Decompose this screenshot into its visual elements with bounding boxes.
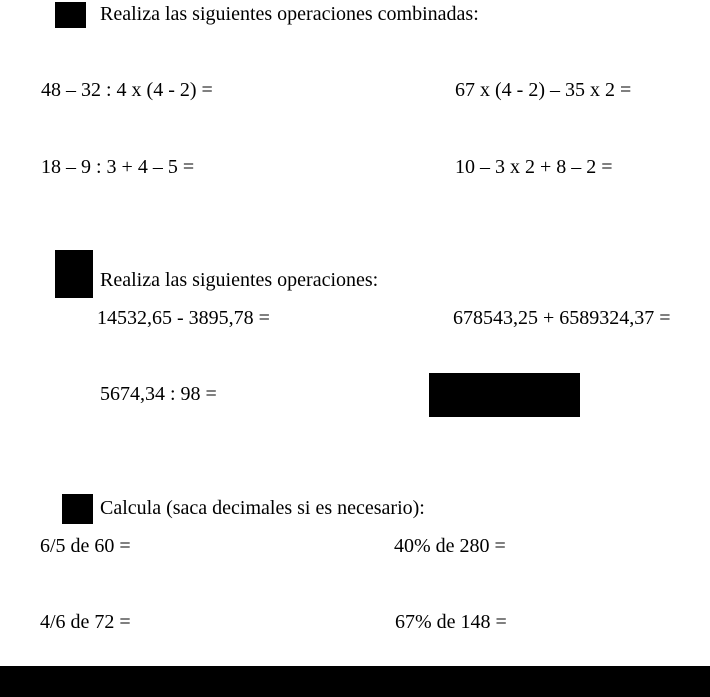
redacted-answer-block bbox=[429, 373, 580, 417]
problem-1-left: 48 – 32 : 4 x (4 - 2) = bbox=[41, 79, 213, 101]
section-3-heading: Calcula (saca decimales si es necesario): bbox=[100, 497, 425, 519]
problem-2-right: 10 – 3 x 2 + 8 – 2 = bbox=[455, 156, 613, 178]
problem-5-right: 40% de 280 = bbox=[394, 535, 506, 557]
problem-1-right: 67 x (4 - 2) – 35 x 2 = bbox=[455, 79, 632, 101]
section-2-redacted-marker bbox=[55, 250, 93, 298]
problem-6-left: 4/6 de 72 = bbox=[40, 611, 131, 633]
problem-4-left: 5674,34 : 98 = bbox=[100, 383, 217, 405]
section-1-heading: Realiza las siguientes operaciones combinadas: bbox=[100, 3, 479, 25]
problem-6-right: 67% de 148 = bbox=[395, 611, 507, 633]
section-3-redacted-marker bbox=[62, 494, 93, 524]
section-1-redacted-marker bbox=[55, 2, 86, 28]
problem-5-left: 6/5 de 60 = bbox=[40, 535, 131, 557]
section-2-heading: Realiza las siguientes operaciones: bbox=[100, 269, 379, 291]
bottom-redacted-bar bbox=[0, 666, 710, 697]
problem-3-left: 14532,65 - 3895,78 = bbox=[97, 307, 270, 329]
problem-2-left: 18 – 9 : 3 + 4 – 5 = bbox=[41, 156, 195, 178]
problem-3-right: 678543,25 + 6589324,37 = bbox=[453, 307, 671, 329]
